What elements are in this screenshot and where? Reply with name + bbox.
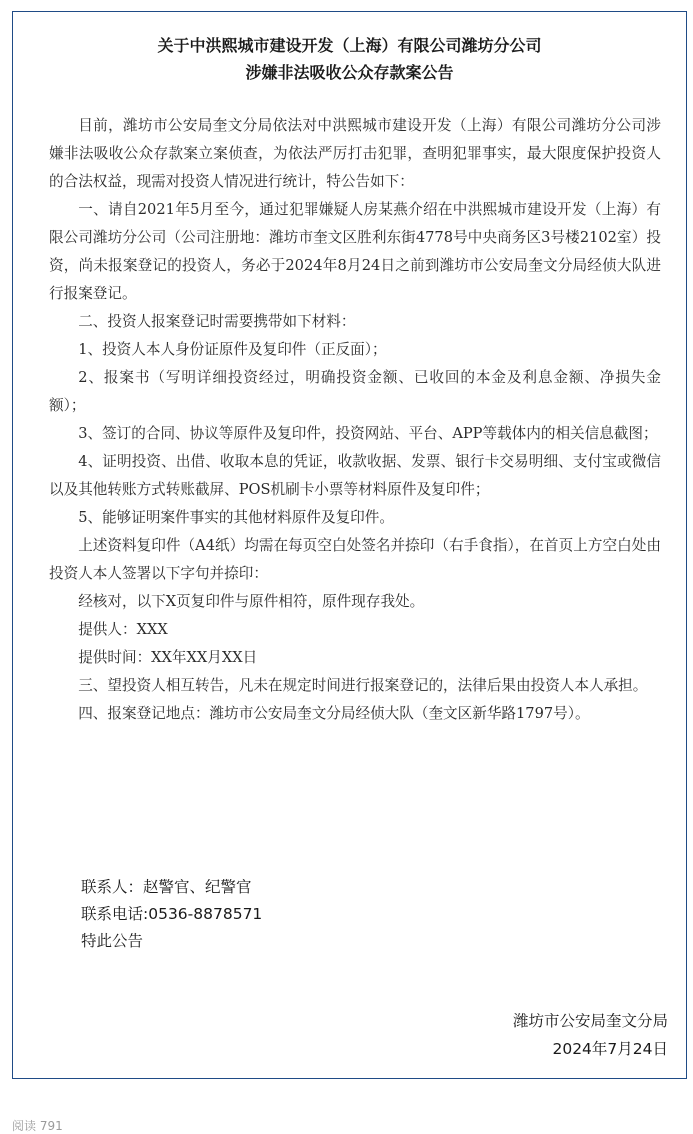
paragraph-material-5: 5、能够证明案件事实的其他材料原件及复印件。 <box>78 509 394 526</box>
paragraph-material-1: 1、投资人本人身份证原件及复印件（正反面）； <box>78 341 387 358</box>
paragraph-intro: 目前，潍坊市公安局奎文分局依法对中洪熙城市建设开发（上海）有限公司潍坊分公司涉嫌非法吸收公众存款案立案侦查，为依法严厉打击犯罪，查明犯罪事实，最大限度保护投资人的合法权益，现需对投资人情况进行统计，特公告如下： <box>49 117 661 190</box>
paragraph-material-3: 3、签订的合同、协议等原件及复印件，投资网站、平台、APP等载体内的相关信息截图； <box>78 425 658 442</box>
paragraph-material-4: 4、证明投资、出借、收取本息的凭证，收款收据、发票、银行卡交易明细、支付宝或微信以及其他转账方式转账截屏、POS机刷卡小票等材料原件及复印件； <box>49 453 661 498</box>
paragraph-item-3: 三、望投资人相互转告，凡未在规定时间进行报案登记的，法律后果由投资人本人承担。 <box>78 677 648 694</box>
issuer: 潍坊市公安局奎文分局 <box>512 1012 668 1030</box>
contact-block <box>81 874 262 955</box>
paragraph-provide-time: 提供时间：XX年XX月XX日 <box>78 649 258 666</box>
notice-document <box>12 11 687 1079</box>
paragraph-item-1: 一、请自2021年5月至今，通过犯罪嫌疑人房某燕介绍在中洪熙城市建设开发（上海）有限公司潍坊分公司（公司注册地：潍坊市奎文区胜利东街4778号中央商务区3号楼2102室）投资，尚未报案登记的投资人，务必于2024年8月24日之前到潍坊市公安局奎文分局经侦大队进行报案登记。 <box>49 201 661 302</box>
paragraph-item-4: 四、报案登记地点：潍坊市公安局奎文分局经侦大队（奎文区新华路1797号）。 <box>78 705 590 722</box>
issue-date: 2024年7月24日 <box>552 1040 668 1058</box>
contact-person: 联系人：赵警官、纪警官 <box>81 878 252 896</box>
paragraph-provider: 提供人：XXX <box>78 621 168 638</box>
signature-block <box>513 1007 668 1063</box>
notice-title-line1: 关于中洪熙城市建设开发（上海）有限公司潍坊分公司 <box>157 36 542 55</box>
paragraph-material-2: 2、报案书（写明详细投资经过，明确投资金额、已收回的本金及利息金额、净损失金额）； <box>49 369 661 414</box>
paragraph-copy-note: 上述资料复印件（A4纸）均需在每页空白处签名并捺印（右手食指），在首页上方空白处由投资人本人签署以下字句并捺印： <box>49 537 661 582</box>
read-count: 阅读 791 <box>12 1119 63 1133</box>
notice-title-line2: 涉嫌非法吸收公众存款案公告 <box>245 63 454 82</box>
paragraph-item-2: 二、投资人报案登记时需要携带如下材料： <box>78 313 356 330</box>
notice-body <box>49 112 661 728</box>
closing-text: 特此公告 <box>81 932 144 950</box>
paragraph-verify-text: 经核对，以下X页复印件与原件相符，原件现存我处。 <box>78 593 425 610</box>
contact-phone: 联系电话:0536-8878571 <box>81 905 263 923</box>
